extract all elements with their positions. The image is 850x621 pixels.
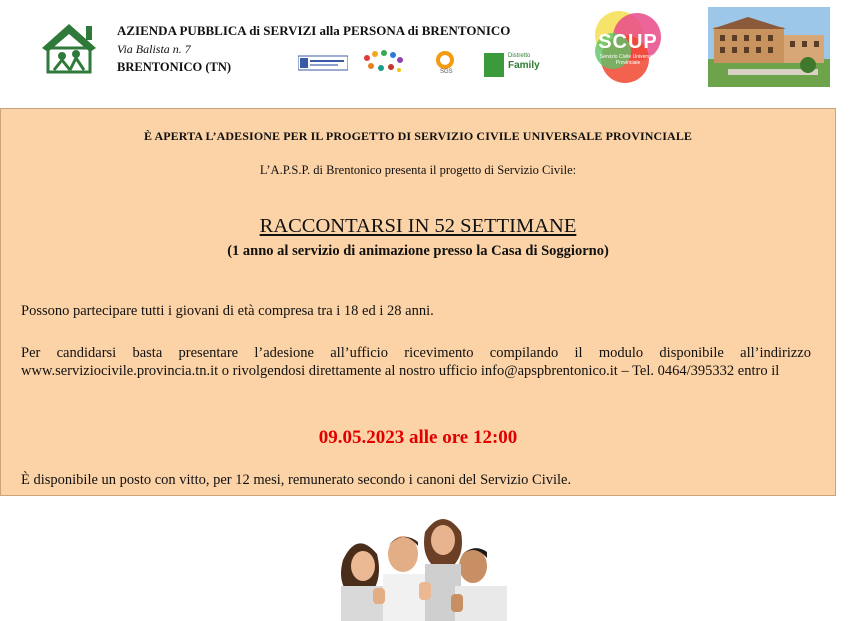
sgs-badge-label: SGS	[440, 69, 453, 75]
family-district-badge	[484, 53, 540, 77]
deadline-text: 09.05.2023 alle ore 12:00	[318, 427, 518, 448]
young-people-photo	[333, 502, 513, 621]
scup-logo-text: SCUP	[598, 31, 658, 53]
how-to-apply-text: Per candidarsi basta presentare l’adesione all’ufficio ricevimento compilando il modulo disponibile all’indirizzo www.serviziocivile.provincia.tn.it o rivolgendosi direttamente al nostro ufficio info@apspbrentonico.it – Tel. 0464/395332 entro il	[21, 345, 811, 379]
quality-badge-icon	[298, 52, 348, 74]
announcement-intro: L’A.P.S.P. di Brentonico presenta il progetto di Servizio Civile:	[259, 163, 577, 177]
building-photo	[708, 7, 830, 87]
announcement-panel	[0, 108, 836, 496]
scup-logo	[585, 7, 669, 91]
eligibility-text: Possono partecipare tutti i giovani di età compresa tra i 18 ed i 28 anni.	[21, 303, 434, 319]
network-badge-icon	[359, 48, 409, 76]
apsp-logo-icon	[34, 18, 104, 76]
family-badge-small-label: Distretto	[508, 53, 531, 59]
family-icon	[484, 53, 504, 77]
organization-city: BRENTONICO (TN)	[117, 60, 232, 74]
sgs-badge	[431, 48, 461, 78]
scup-logo-subtext: Servizio Civile Universale Provinciale	[599, 54, 657, 66]
letterhead	[0, 0, 850, 108]
project-subtitle: (1 anno al servizio di animazione presso la Casa di Soggiorno)	[227, 243, 609, 259]
organization-name: AZIENDA PUBBLICA di SERVIZI alla PERSONA di BRENTONICO	[117, 23, 511, 38]
project-name: RACCONTARSI IN 52 SETTIMANE	[259, 215, 577, 237]
announcement-title: È APERTA L’ADESIONE PER IL PROGETTO DI SERVIZIO CIVILE UNIVERSALE PROVINCIALE	[143, 129, 693, 143]
family-badge-label: Family	[508, 60, 540, 71]
organization-address: Via Balista n. 7	[117, 42, 191, 56]
availability-text: È disponibile un posto con vitto, per 12 mesi, remunerato secondo i canoni del Servizio Civile.	[21, 472, 572, 488]
